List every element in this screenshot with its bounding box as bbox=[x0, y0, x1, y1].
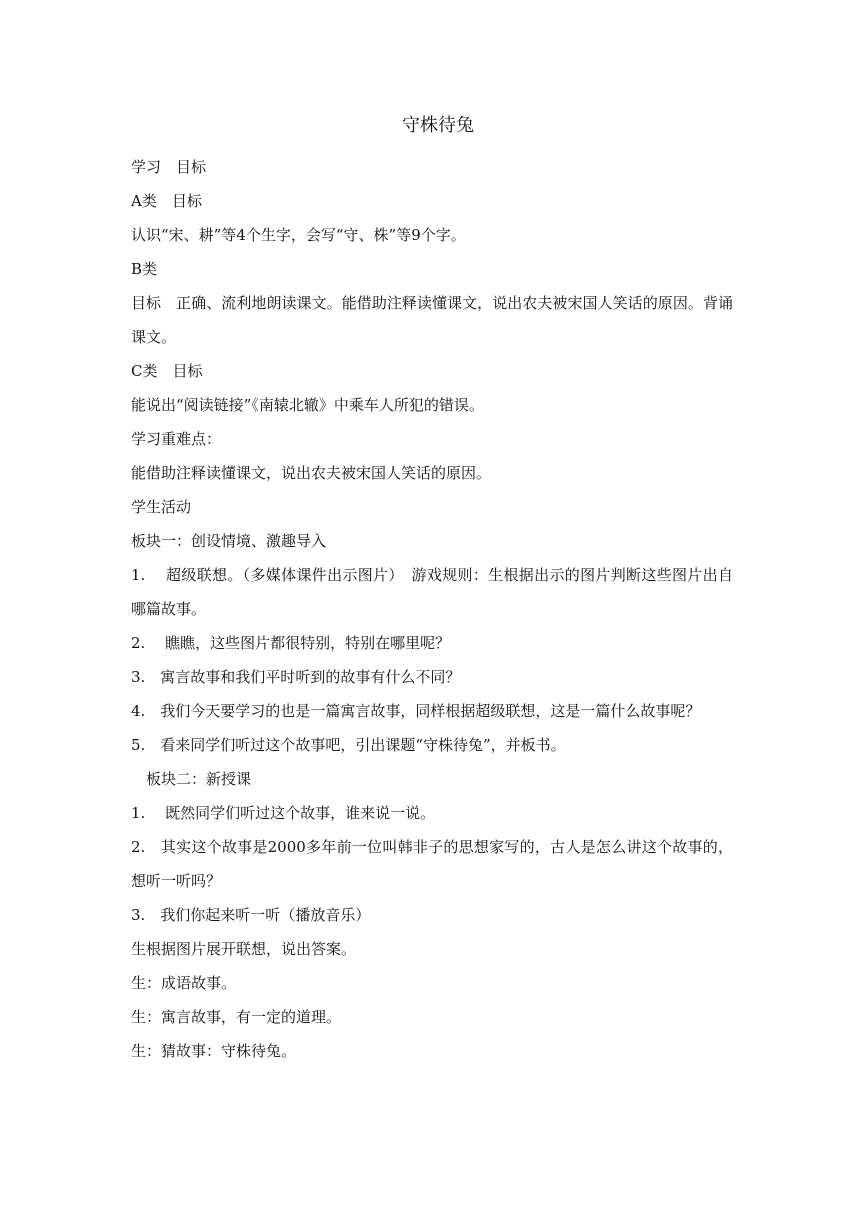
list-item: 2. 其实这个故事是2000多年前一位叫韩非子的思想家写的，古人是怎么讲这个故事的，想听一听吗？ bbox=[131, 838, 733, 890]
text-line: 能借助注释读懂课文，说出农夫被宋国人笑话的原因。 bbox=[131, 464, 492, 482]
list-item: 5. 看来同学们听过这个故事吧，引出课题“守株待兔”，并板书。 bbox=[131, 736, 566, 754]
text-line: 学习重难点： bbox=[131, 430, 222, 448]
text-paragraph: 目标 正确、流利地朗读课文。能借助注释读懂课文，说出农夫被宋国人笑话的原因。背诵课文。 bbox=[131, 294, 733, 346]
text-line: 学习 目标 bbox=[131, 158, 207, 176]
section-heading: 板块二：新授课 bbox=[146, 770, 252, 788]
list-item: 3. 寓言故事和我们平时听到的故事有什么不同？ bbox=[131, 668, 461, 686]
text-line: 生根据图片展开联想，说出答案。 bbox=[131, 940, 357, 958]
text-line: A类 目标 bbox=[131, 192, 202, 210]
list-item: 2. 瞧瞧，这些图片都很特别，特别在哪里呢？ bbox=[131, 634, 451, 652]
text-line: 认识“宋、耕”等4个生字，会写“守、株”等9个字。 bbox=[131, 226, 466, 244]
list-item: 1. 超级联想。（多媒体课件出示图片） 游戏规则：生根据出示的图片判断这些图片出自哪篇故事。 bbox=[131, 566, 733, 618]
text-line: C类 目标 bbox=[131, 362, 203, 380]
section-heading: 板块一：创设情境、激趣导入 bbox=[131, 532, 327, 550]
text-line: 生：成语故事。 bbox=[131, 974, 237, 992]
list-item: 4. 我们今天要学习的也是一篇寓言故事，同样根据超级联想，这是一篇什么故事呢？ bbox=[131, 702, 701, 720]
list-item: 1. 既然同学们听过这个故事，谁来说一说。 bbox=[131, 804, 436, 822]
document-title: 守株待兔 bbox=[402, 115, 474, 136]
section-heading: 学生活动 bbox=[131, 498, 192, 516]
text-line: B类 bbox=[131, 260, 158, 278]
text-line: 能说出“阅读链接”《南辕北辙》中乘车人所犯的错误。 bbox=[131, 396, 484, 414]
text-line: 生：寓言故事，有一定的道理。 bbox=[131, 1008, 342, 1026]
text-line: 生：猜故事：守株待兔。 bbox=[131, 1042, 297, 1060]
list-item: 3. 我们你起来听一听（播放音乐） bbox=[131, 906, 371, 924]
document-page bbox=[131, 112, 733, 1068]
